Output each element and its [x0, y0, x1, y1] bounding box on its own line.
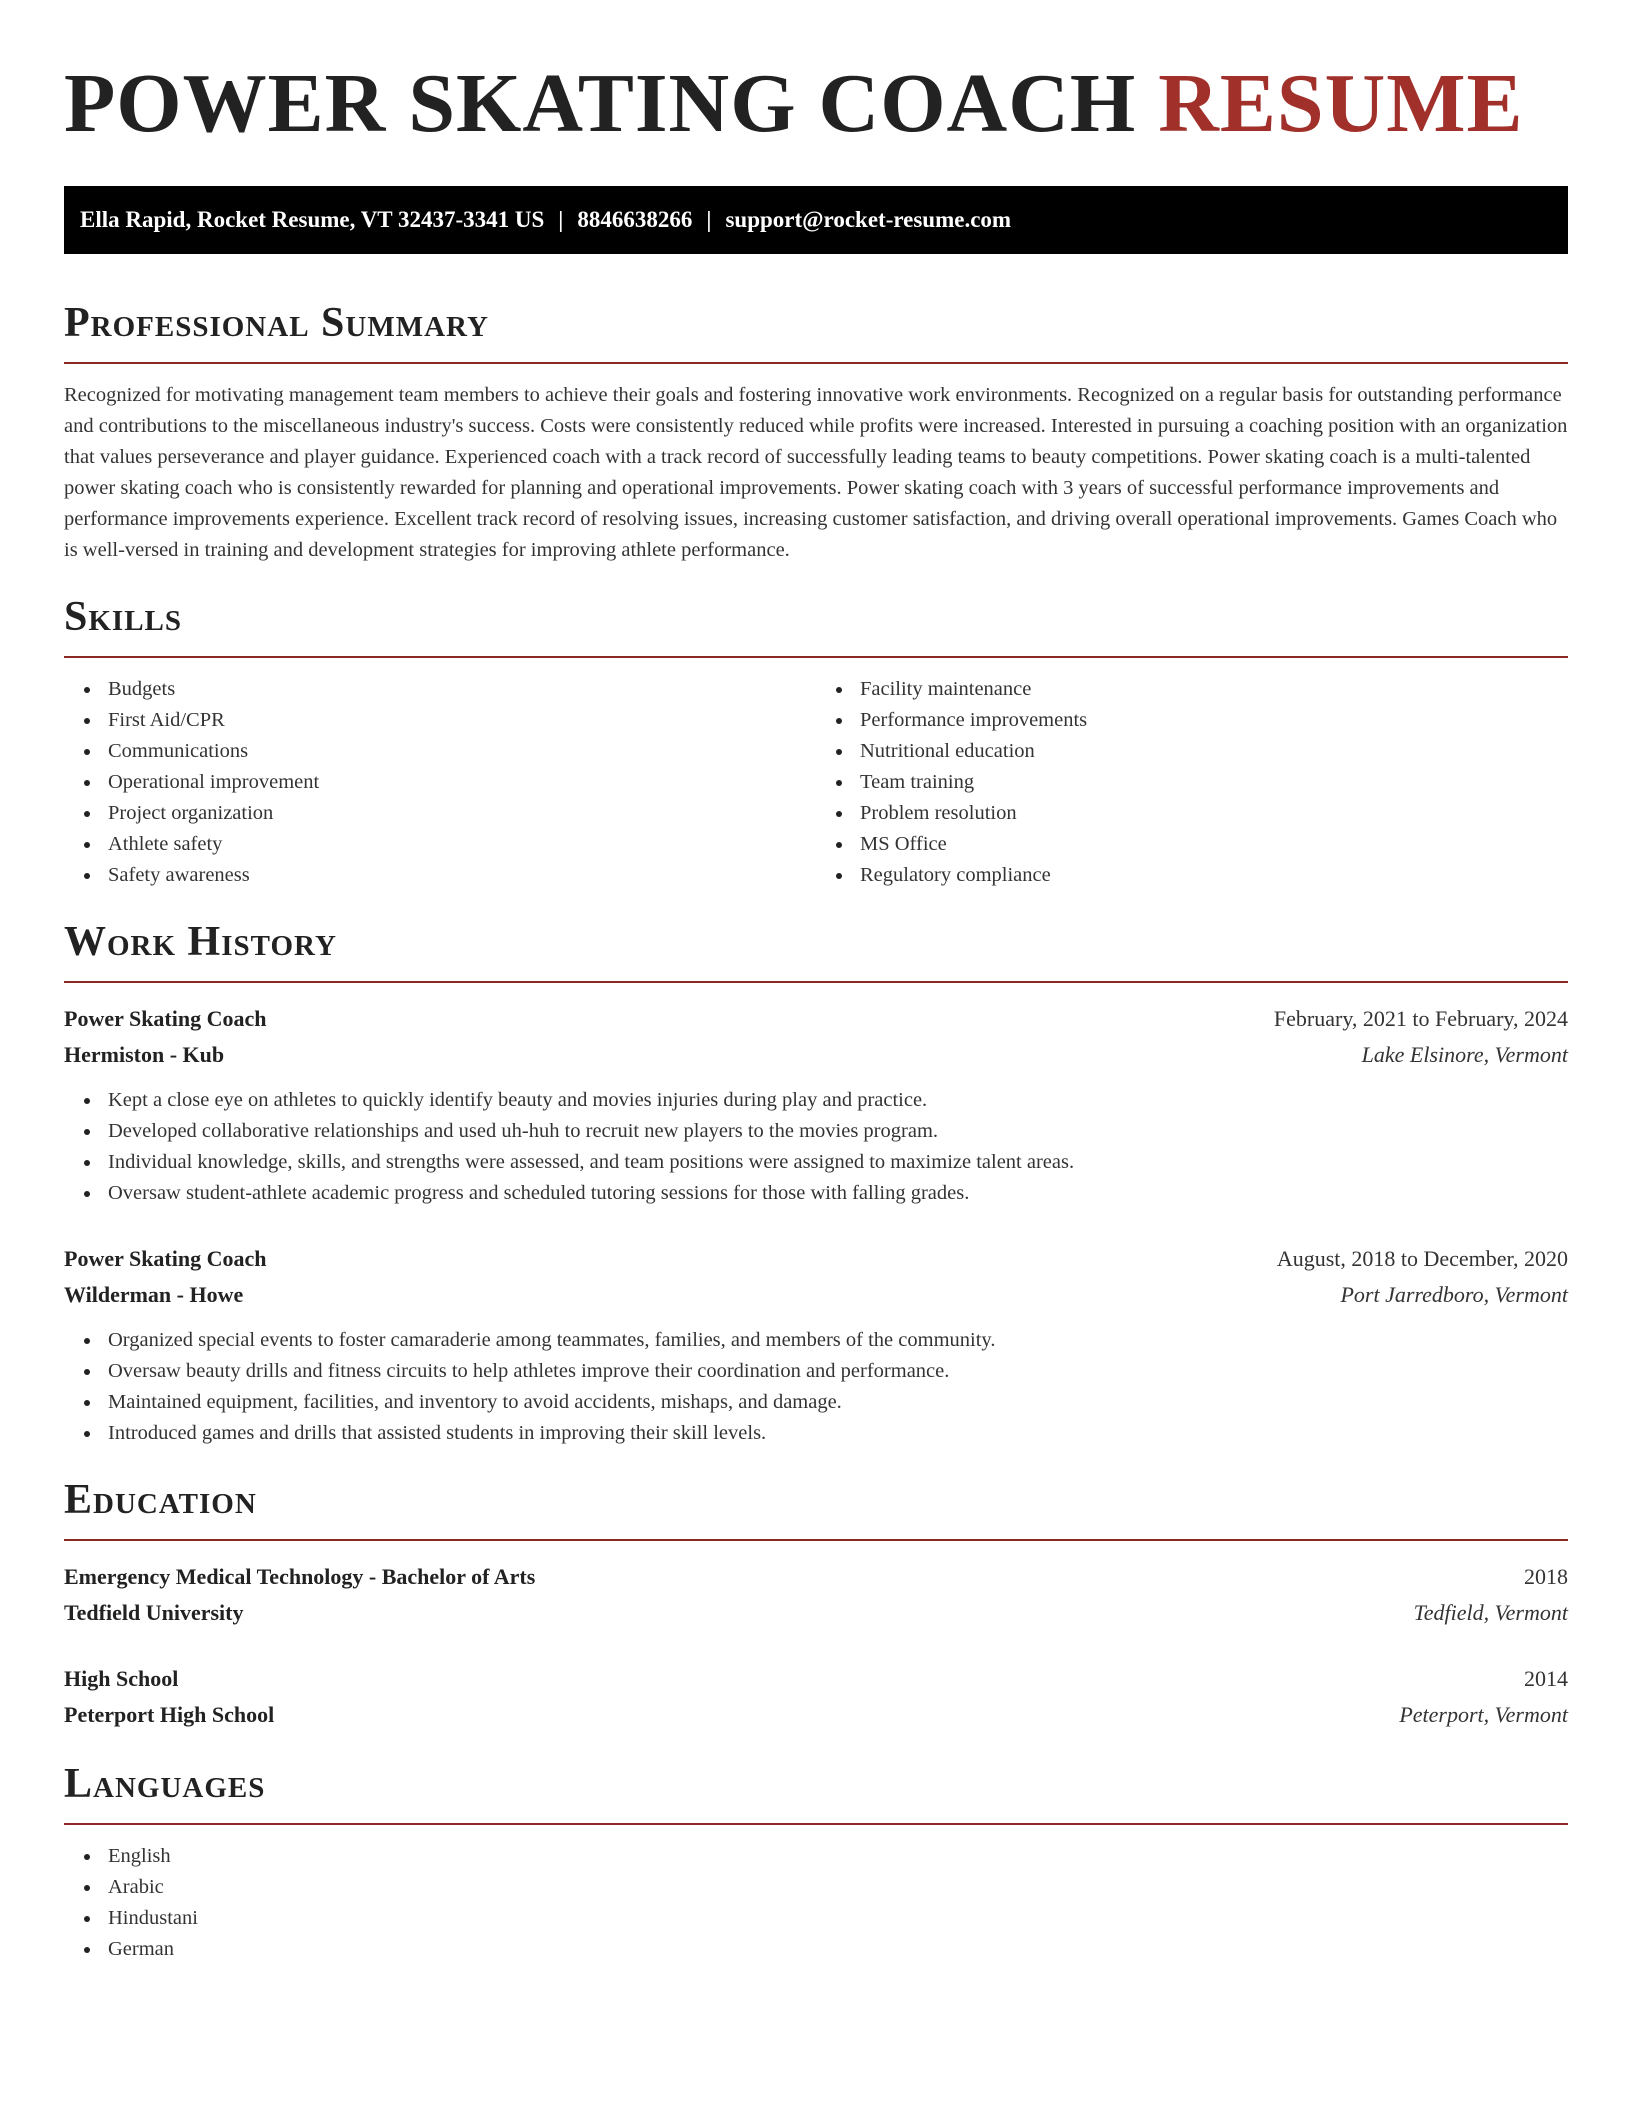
education-header-row: [64, 1559, 1568, 1595]
contact-phone: 8846638266: [577, 207, 693, 232]
job-bullet: Kept a close eye on athletes to quickly identify beauty and movies injuries during play and practice.: [108, 1085, 1568, 1116]
summary-section: [64, 298, 1568, 566]
education-degree: High School: [64, 1666, 179, 1691]
job-bullet: Maintained equipment, facilities, and inventory to avoid accidents, mishaps, and damage.: [108, 1387, 1568, 1418]
job-location: Port Jarredboro, Vermont: [1340, 1282, 1568, 1307]
job-bullet: Oversaw beauty drills and fitness circuits to help athletes improve their coordination and performance.: [108, 1356, 1568, 1387]
language-item: Hindustani: [108, 1903, 1568, 1934]
job-bullet: Oversaw student-athlete academic progress and scheduled tutoring sessions for those with falling grades.: [108, 1178, 1568, 1209]
contact-bar: [64, 186, 1568, 254]
contact-separator: |: [558, 207, 564, 232]
job-bullets: [64, 1325, 1568, 1449]
skill-item: Problem resolution: [860, 798, 1568, 829]
education-entry: [64, 1661, 1568, 1733]
education-year: 2018: [1524, 1564, 1568, 1589]
education-header-row: [64, 1661, 1568, 1697]
contact-address: Ella Rapid, Rocket Resume, VT 32437-3341 US: [80, 207, 545, 232]
education-school-row: [64, 1697, 1568, 1733]
job-bullet: Developed collaborative relationships and used uh-huh to recruit new players to the movies program.: [108, 1116, 1568, 1147]
education-heading: Education: [64, 1475, 1568, 1541]
title-main: POWER SKATING COACH: [64, 57, 1137, 150]
skill-item: Budgets: [108, 674, 816, 705]
job-company-row: [64, 1037, 1568, 1073]
work-section: [64, 917, 1568, 1449]
languages-heading: Languages: [64, 1759, 1568, 1825]
skills-list-right: [816, 674, 1568, 891]
job-entry: [64, 1001, 1568, 1209]
job-company: Wilderman - Howe: [64, 1282, 244, 1307]
language-item: German: [108, 1934, 1568, 1965]
job-dates: August, 2018 to December, 2020: [1276, 1246, 1568, 1271]
language-item: Arabic: [108, 1872, 1568, 1903]
education-school: Peterport High School: [64, 1702, 275, 1727]
languages-list: [64, 1841, 1568, 1965]
skill-item: Regulatory compliance: [860, 860, 1568, 891]
job-dates: February, 2021 to February, 2024: [1273, 1006, 1568, 1031]
skill-item: Facility maintenance: [860, 674, 1568, 705]
skill-item: Safety awareness: [108, 860, 816, 891]
skill-item: Project organization: [108, 798, 816, 829]
education-school: Tedfield University: [64, 1600, 244, 1625]
skills-heading: Skills: [64, 592, 1568, 658]
job-location: Lake Elsinore, Vermont: [1361, 1042, 1568, 1067]
job-bullets: [64, 1085, 1568, 1209]
summary-text: Recognized for motivating management team members to achieve their goals and fostering innovative work environments. Recognized on a regular basis for outstanding performance and contributions to the miscellaneous industry's success. Costs were consistently reduced while profits were increased. Interested in pursuing a coaching position with an organization that values perseverance and player guidance. Experienced coach with a track record of successfully leading teams to beauty competitions. Power skating coach is a multi-talented power skating coach who is consistently rewarded for planning and operational improvements. Power skating coach with 3 years of successful performance improvements and performance improvements experience. Excellent track record of resolving issues, increasing customer satisfaction, and driving overall operational improvements. Games Coach who is well-versed in training and development strategies for improving athlete performance.: [64, 384, 1568, 561]
skill-item: Team training: [860, 767, 1568, 798]
education-school-row: [64, 1595, 1568, 1631]
skill-item: Athlete safety: [108, 829, 816, 860]
job-header-row: [64, 1241, 1568, 1277]
title-accent: RESUME: [1158, 57, 1524, 150]
summary-heading: Professional Summary: [64, 298, 1568, 364]
education-degree: Emergency Medical Technology - Bachelor of Arts: [64, 1564, 536, 1589]
skill-item: Communications: [108, 736, 816, 767]
work-heading: Work History: [64, 917, 1568, 983]
education-location: Tedfield, Vermont: [1413, 1600, 1568, 1625]
job-bullet: Organized special events to foster camaraderie among teammates, families, and members of the community.: [108, 1325, 1568, 1356]
skills-list-left: [64, 674, 816, 891]
education-location: Peterport, Vermont: [1399, 1702, 1568, 1727]
job-entry: [64, 1241, 1568, 1449]
contact-separator: |: [706, 207, 712, 232]
skill-item: Nutritional education: [860, 736, 1568, 767]
skill-item: MS Office: [860, 829, 1568, 860]
skill-item: First Aid/CPR: [108, 705, 816, 736]
education-entry: [64, 1559, 1568, 1631]
job-company-row: [64, 1277, 1568, 1313]
contact-email: support@rocket-resume.com: [725, 207, 1012, 232]
education-year: 2014: [1524, 1666, 1568, 1691]
skill-item: Performance improvements: [860, 705, 1568, 736]
job-header-row: [64, 1001, 1568, 1037]
job-title: Power Skating Coach: [64, 1006, 267, 1031]
skills-section: [64, 592, 1568, 891]
language-item: English: [108, 1841, 1568, 1872]
job-company: Hermiston - Kub: [64, 1042, 225, 1067]
skills-grid: [64, 658, 1568, 891]
job-bullet: Individual knowledge, skills, and strengths were assessed, and team positions were assigned to maximize talent areas.: [108, 1147, 1568, 1178]
languages-section: [64, 1759, 1568, 1965]
job-bullet: Introduced games and drills that assisted students in improving their skill levels.: [108, 1418, 1568, 1449]
skill-item: Operational improvement: [108, 767, 816, 798]
job-title: Power Skating Coach: [64, 1246, 267, 1271]
resume-title: [64, 56, 1568, 152]
education-section: [64, 1475, 1568, 1733]
